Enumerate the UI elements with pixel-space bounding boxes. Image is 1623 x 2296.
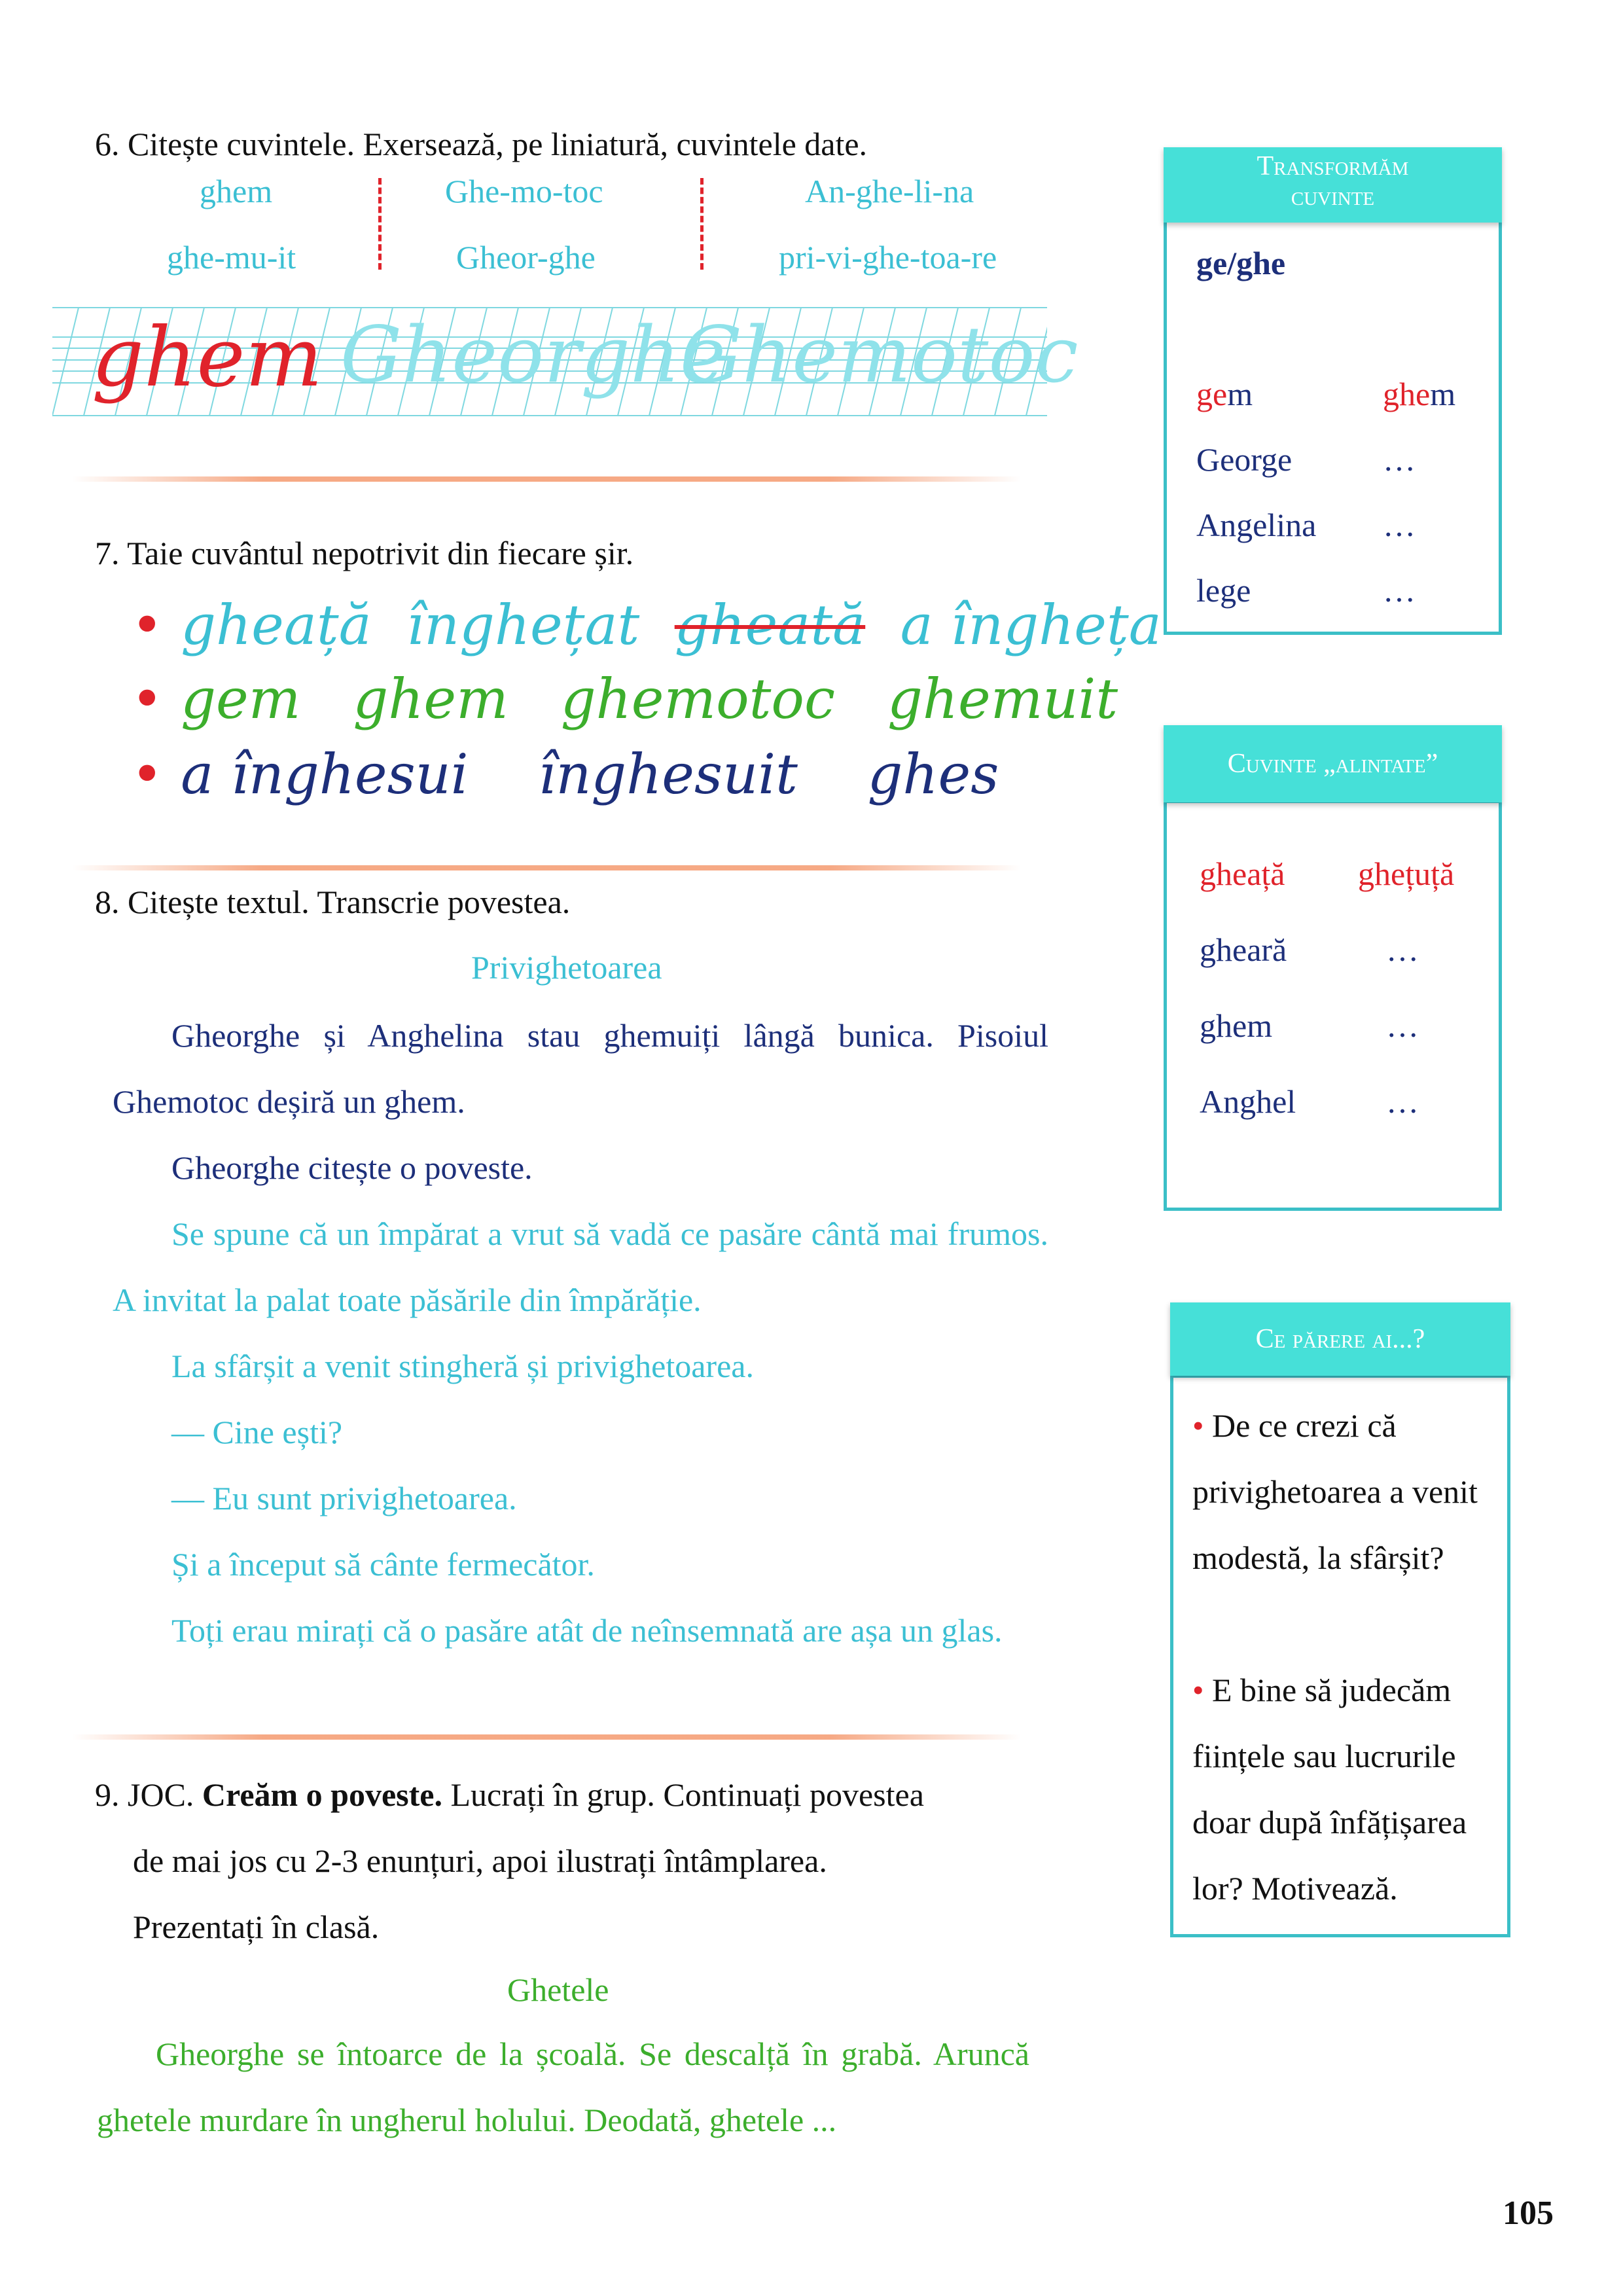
panel-header: ge/ghe [1196,245,1286,281]
ex7-word: înghețat [406,593,640,657]
panel-title-line: Transformăm [1257,151,1409,181]
ex9-instruction [95,1775,924,1814]
page-number: 105 [1503,2195,1554,2232]
panel-word: Angelina [1196,507,1317,543]
ex7-word: ghemotoc [560,667,836,731]
ex9-text: Lucrați în grup. Continuați povestea [450,1776,924,1813]
handwriting-word: Gheorghe [340,310,726,400]
opinion-question [1192,1657,1507,1922]
story-paragraph: Gheorghe se întoarce de la școală. Se descalță în grabă. Aruncă ghetele murdare în ungherul holului. Deodată, ghetele ... [97,2036,1029,2138]
panel-ellipsis: … [1383,572,1416,609]
column-divider [700,178,704,270]
syllable-word: pri-vi-ghe-toa-re [779,239,997,276]
panel-title: Cuvinte „alintate” [1164,725,1502,802]
syllable-word: Gheor-ghe [456,239,596,276]
section-separator [72,476,1021,482]
question-text: De ce crezi că privighetoarea a venit modestă, la sfârșit? [1192,1407,1478,1576]
bullet: • [131,667,164,731]
panel-word: Anghel [1200,1083,1296,1120]
ex9-instruction-line: Prezentați în clasă. [133,1909,380,1945]
ex6-instruction: 6. Citește cuvintele. Exersează, pe liniatură, cuvintele date. [95,126,868,162]
panel-word: gheară [1200,931,1287,968]
slant-line [52,308,79,416]
ex7-word: gheață [181,593,372,657]
ex7-word: a înghesui [181,742,469,806]
question-text: E bine să judecăm ființele sau lucrurile doar după înfățișarea lor? Motivează. [1192,1672,1467,1907]
panel-word: gem [1196,376,1253,412]
panel-title-line: cuvinte [1291,181,1375,212]
ex7-word: ghem [353,667,508,731]
ex7-crossed-word: gheată [674,593,866,657]
ex7-row [131,666,1118,732]
story-title: Privighetoarea [471,949,662,986]
panel-title [1164,147,1502,223]
panel-word: lege [1196,572,1251,609]
ex7-row [131,592,1162,658]
panel-word: George [1196,441,1293,478]
syllable-word: ghe-mu-it [167,239,296,276]
story-paragraph: Gheorghe citește o poveste. [171,1149,533,1186]
panel-ellipsis: … [1386,1083,1419,1120]
ex7-row [131,742,999,808]
ex7-word: a îngheța [900,593,1162,657]
panel-title: Ce părere ai...? [1170,1302,1510,1376]
ex7-word: înghesuit [538,742,798,806]
story-paragraph: — Eu sunt privighetoarea. [171,1480,517,1516]
panel-ellipsis: … [1383,507,1416,543]
story-paragraph: La sfârșit a venit stingheră și privighetoarea. [171,1348,754,1384]
ex7-word: gem [181,667,301,731]
syllable-word: Ghe-mo-toc [445,173,603,209]
ex8-instruction: 8. Citește textul. Transcrie povestea. [95,884,571,920]
bullet: • [1192,1672,1204,1708]
bullet: • [131,593,164,657]
story-paragraph: Se spune că un împărat a vrut să vadă ce pasăre cântă mai frumos. A invitat la palat toate păsările din împărăție. [113,1215,1048,1318]
opinion-question [1192,1393,1507,1591]
story-paragraph: Și a început să cânte fermecător. [171,1546,595,1583]
section-separator [72,1734,1021,1740]
story-paragraph: — Cine ești? [171,1414,343,1450]
syllable-word: ghem [200,173,273,209]
story-paragraph: Gheorghe și Anghelina stau ghemuiți lângă bunica. Pisoiul Ghemotoc deșiră un ghem. [113,1017,1048,1120]
column-divider [378,178,382,270]
panel-ellipsis: … [1386,931,1419,968]
handwriting-word: ghem [92,310,323,405]
handwriting-word: Ghemotoc [681,310,1079,400]
syllable-word: An-ghe-li-na [805,173,974,209]
panel-ellipsis: … [1386,1007,1419,1044]
ex9-bold: Creăm o poveste. [202,1776,442,1813]
panel-word: gheață [1200,855,1285,892]
ex7-word: ghemuit [887,667,1118,731]
panel-word: ghem [1383,376,1456,412]
panel-word: ghețuță [1358,855,1455,892]
handwriting-lines [52,301,1079,422]
bullet: • [1192,1407,1204,1444]
section-separator [72,865,1021,870]
panel-ellipsis: … [1383,441,1416,478]
ex7-word: ghes [867,742,999,806]
ex9-instruction-line: de mai jos cu 2-3 enunțuri, apoi ilustrați întâmplarea. [133,1842,827,1879]
ex7-instruction: 7. Taie cuvântul nepotrivit din fiecare șir. [95,535,634,571]
story-title: Ghetele [507,1971,609,2008]
panel-word: ghem [1200,1007,1273,1044]
ex9-number: 9. JOC. [95,1776,194,1813]
story-paragraph: Toți erau mirați că o pasăre atât de neînsemnată are așa un glas. [171,1612,1003,1649]
bullet: • [131,742,164,806]
